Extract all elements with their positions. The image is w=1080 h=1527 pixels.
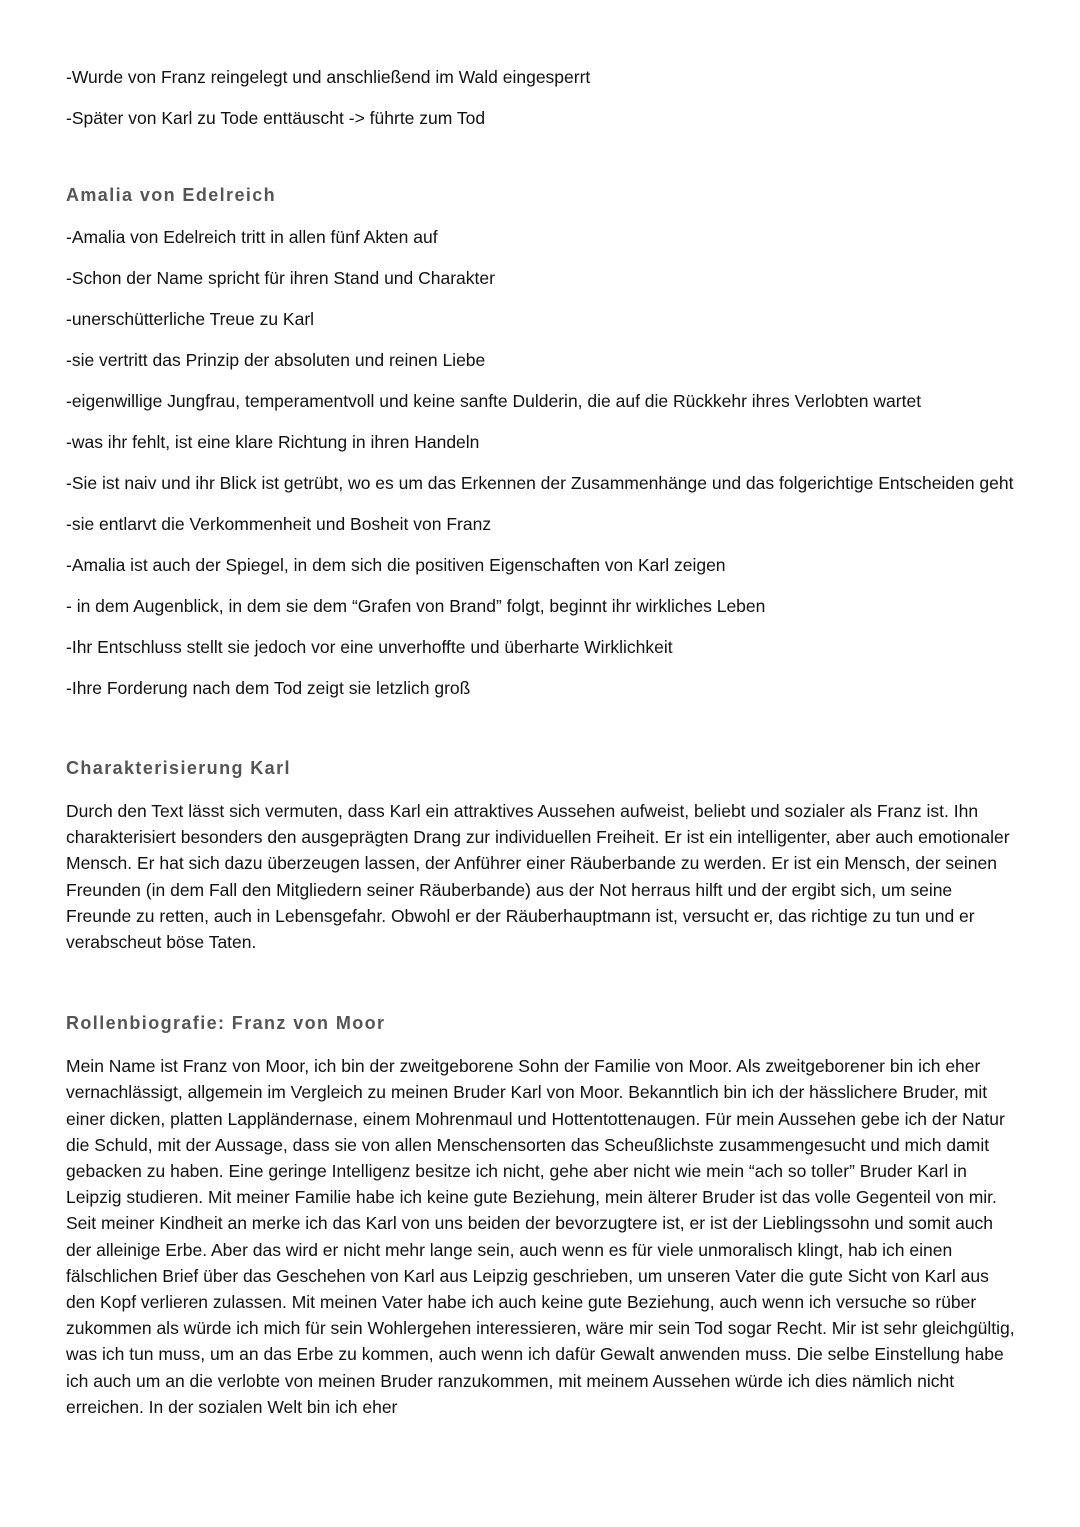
karl-paragraph: Durch den Text lässt sich vermuten, dass Karl ein attraktives Aussehen aufweist, beliebt und sozialer als Franz ist. Ihn charakterisiert besonders den ausgeprägten Drang zur individuellen Freiheit. Er ist ein intelligenter, aber auch emotionaler Mensch. Er hat sich dazu überzeugen lassen, der Anführer einer Räuberbande zu werden. Er ist ein Mensch, der seinen Freunden (in dem Fall den Mitgliedern seiner Räuberbande) aus der Not herraus hilft und der ergibt sich, um seine Freunde zu retten, auch in Lebensgefahr. Obwohl er der Räuberhauptmann ist, versucht er, das richtige zu tun und er verabscheut böse Taten. <box>66 801 1010 953</box>
karl-heading: Charakterisierung Karl <box>66 758 291 778</box>
amalia-line: - in dem Augenblick, in dem sie dem “Grafen von Brand” folgt, beginnt ihr wirkliches Leben <box>66 596 766 616</box>
amalia-line: -Amalia ist auch der Spiegel, in dem sich die positiven Eigenschaften von Karl zeigen <box>66 555 726 575</box>
amalia-line: -Ihr Entschluss stellt sie jedoch vor eine unverhoffte und überharte Wirklichkeit <box>66 637 673 657</box>
amalia-heading: Amalia von Edelreich <box>66 185 277 205</box>
amalia-line: -was ihr fehlt, ist eine klare Richtung in ihren Handeln <box>66 432 480 452</box>
amalia-line: -Schon der Name spricht für ihren Stand und Charakter <box>66 268 495 288</box>
amalia-line: -eigenwillige Jungfrau, temperamentvoll und keine sanfte Dulderin, die auf die Rückkehr ihres Verlobten wartet <box>66 391 922 411</box>
intro-section <box>66 65 1020 130</box>
amalia-line: -sie entlarvt die Verkommenheit und Bosheit von Franz <box>66 514 492 534</box>
intro-line: -Später von Karl zu Tode enttäuscht -> führte zum Tod <box>66 108 486 128</box>
amalia-section <box>66 183 1020 700</box>
franz-paragraph: Mein Name ist Franz von Moor, ich bin der zweitgeborene Sohn der Familie von Moor. Als zweitgeborener bin ich eher vernachlässigt, allgemein im Vergleich zu meinen Bruder Karl von Moor. Bekanntlich bin ich der hässlichere Bruder, mit einer dicken, platten Lappländernase, einem Mohrenmaul und Hottentottenaugen. Für mein Aussehen gebe ich der Natur die Schuld, mit der Aussage, dass sie von allen Menschensorten das Scheußlichste zusammengesucht und mich damit gebacken zu haben. Eine geringe Intelligenz besitze ich nicht, gehe aber nicht wie mein “ach so toller” Bruder Karl in Leipzig studieren. Mit meiner Familie habe ich keine gute Beziehung, mein älterer Bruder ist das volle Gegenteil von mir. Seit meiner Kindheit an merke ich das Karl von uns beiden der bevorzugtere ist, er ist der Lieblingssohn und somit auch der alleinige Erbe. Aber das wird er nicht mehr lange sein, auch wenn es für viele unmoralisch klingt, hab ich einen fälschlichen Brief über das Geschehen von Karl aus Leipzig geschrieben, um unseren Vater die gute Sicht von Karl aus den Kopf verlieren zulassen. Mit meinen Vater habe ich auch keine gute Beziehung, auch wenn ich versuche so rüber zukommen als würde ich mich für sein Wohlergehen interessieren, wäre mir sein Tod sogar Recht. Mir ist sehr gleichgültig, was ich tun muss, um an das Erbe zu kommen, auch wenn ich dafür Gewalt anwenden muss. Die selbe Einstellung habe ich auch um an die verlobte von meinen Bruder ranzukommen, mit meinem Aussehen würde ich dies nämlich nicht erreichen. In der sozialen Welt bin ich eher <box>66 1056 1015 1417</box>
amalia-line: -Sie ist naiv und ihr Blick ist getrübt, wo es um das Erkennen der Zusammenhänge und das folgerichtige Entscheiden geht <box>66 473 1014 493</box>
karl-section <box>66 756 1020 955</box>
amalia-line: -unerschütterliche Treue zu Karl <box>66 309 315 329</box>
amalia-line: -sie vertritt das Prinzip der absoluten und reinen Liebe <box>66 350 486 370</box>
amalia-line: -Amalia von Edelreich tritt in allen fünf Akten auf <box>66 227 438 247</box>
franz-section <box>66 1011 1020 1420</box>
franz-heading: Rollenbiografie: Franz von Moor <box>66 1013 386 1034</box>
intro-line: -Wurde von Franz reingelegt und anschließend im Wald eingesperrt <box>66 67 591 87</box>
amalia-line: -Ihre Forderung nach dem Tod zeigt sie letzlich groß <box>66 678 471 698</box>
